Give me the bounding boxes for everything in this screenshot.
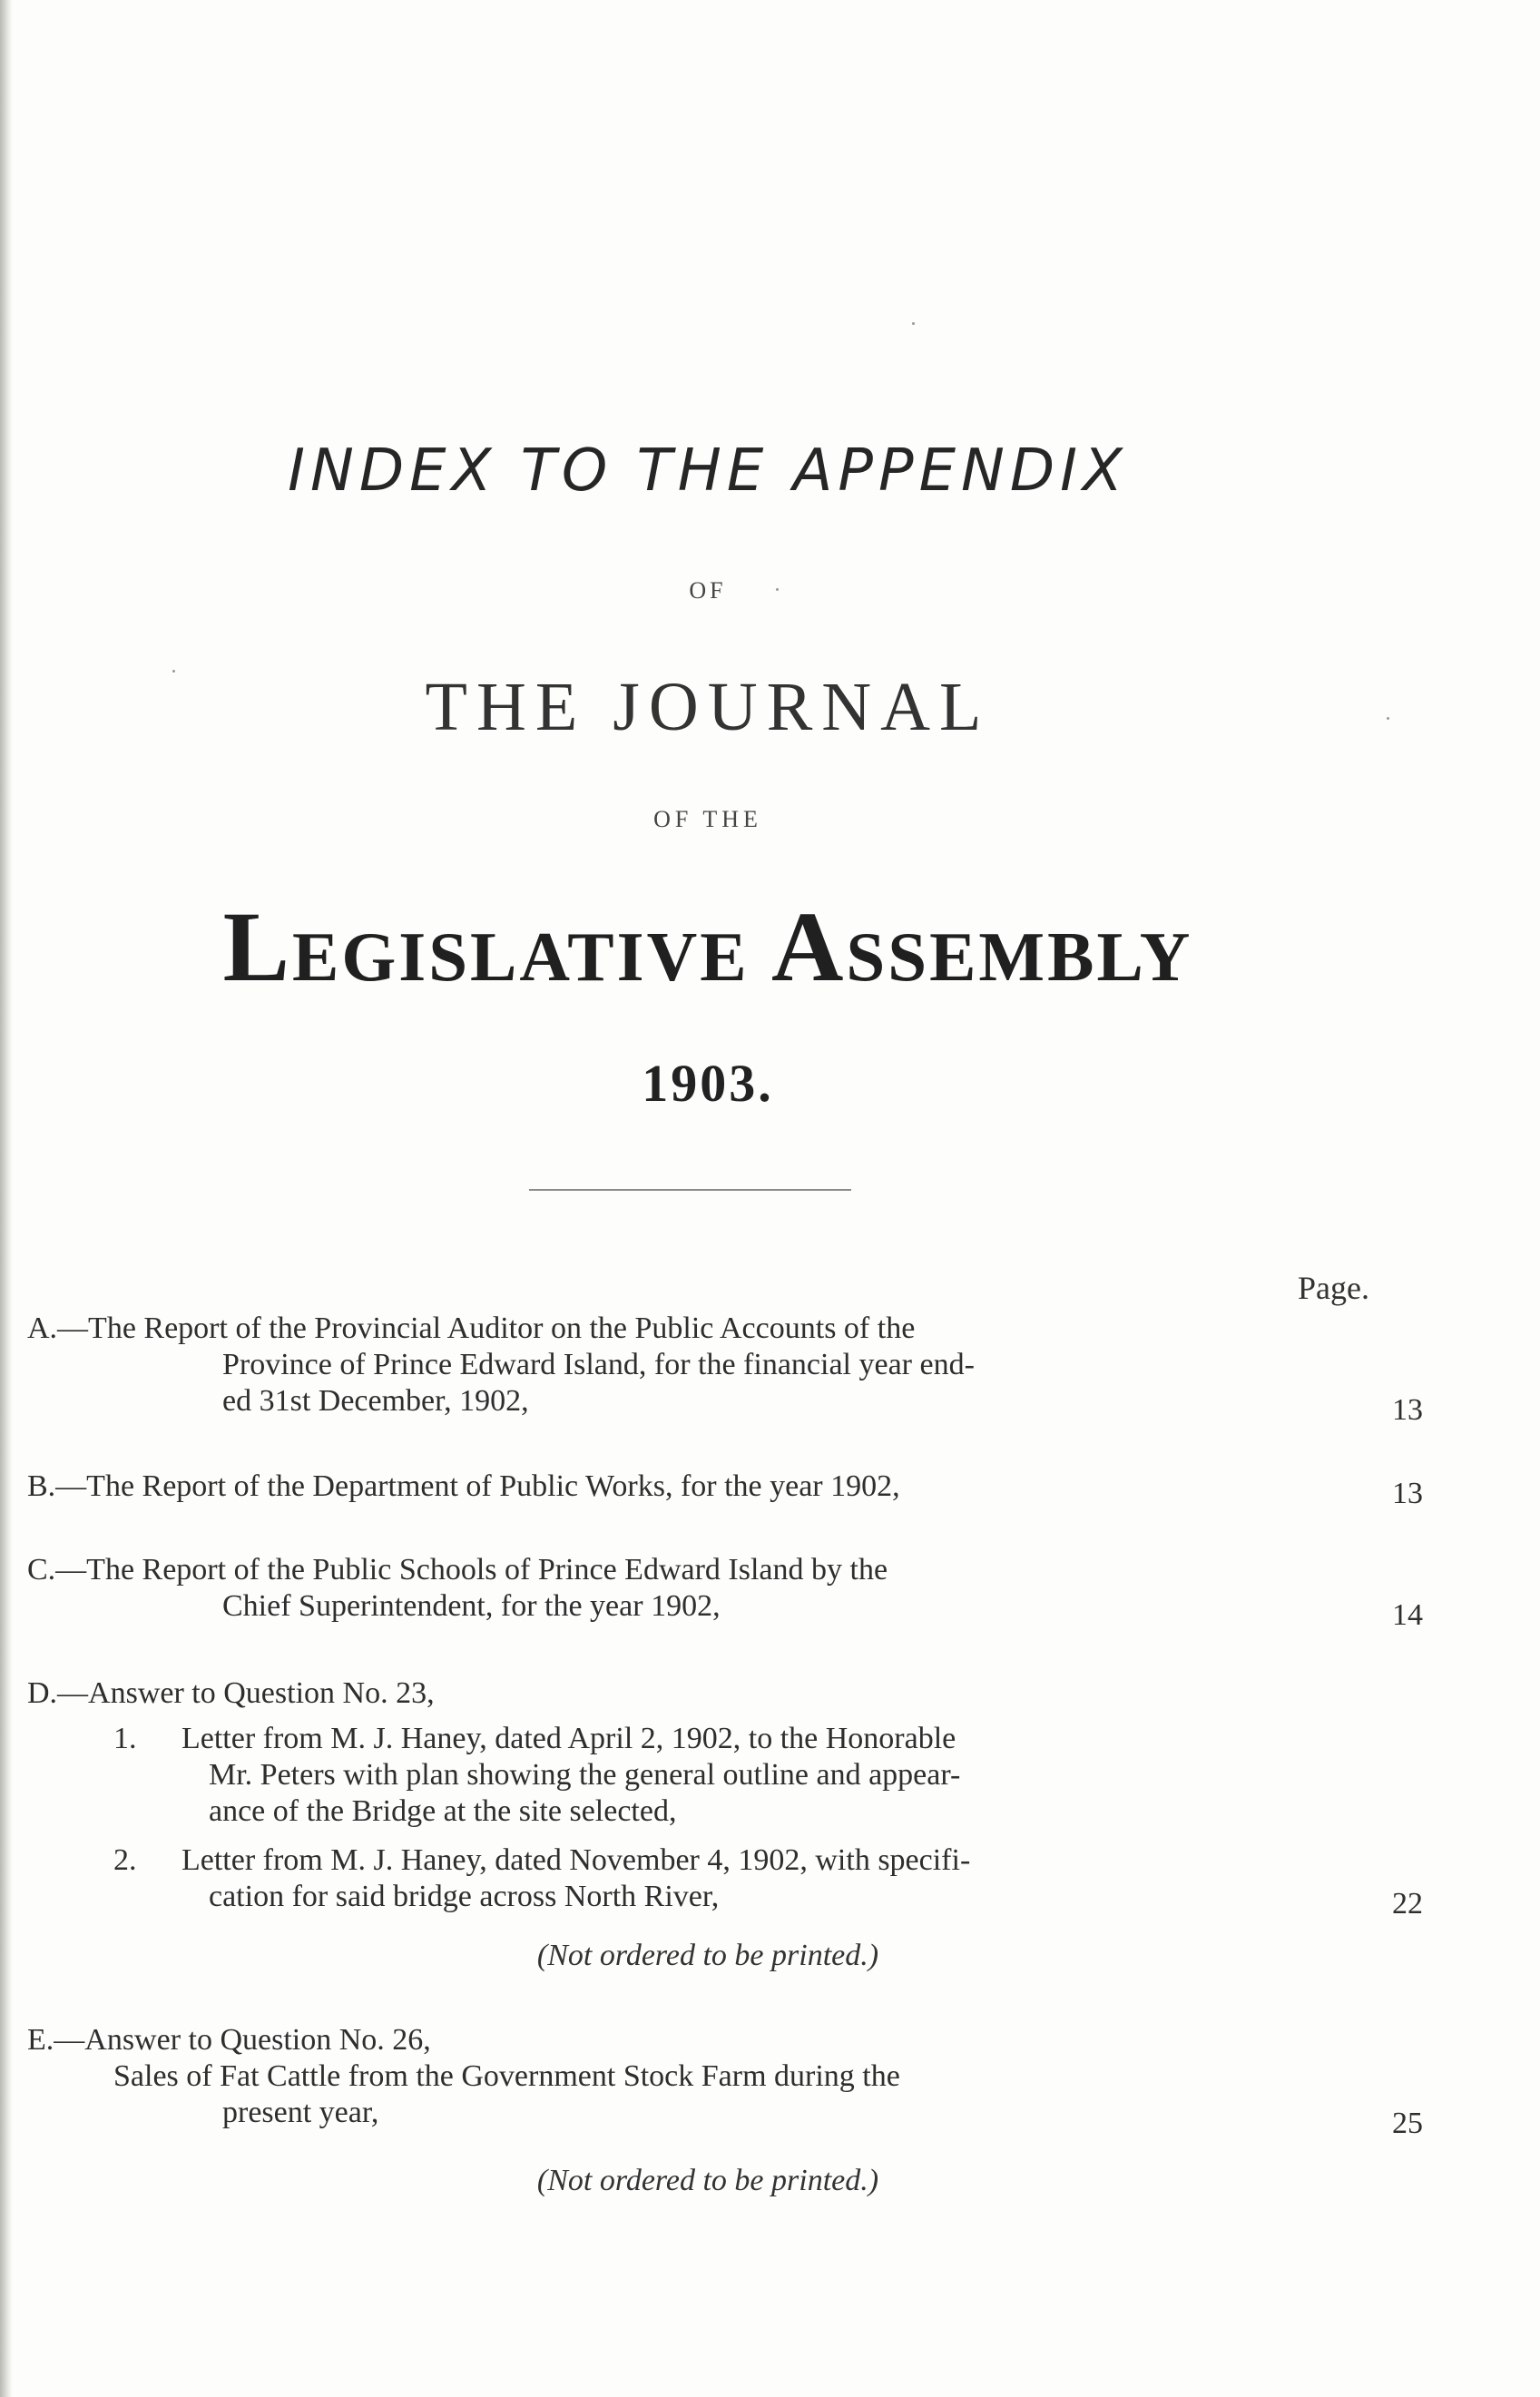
item-number: 2. xyxy=(113,1843,137,1877)
page-column-header: Page. xyxy=(1298,1270,1369,1306)
print-speck xyxy=(776,588,779,591)
entry-d-item-line: Letter from M. J. Haney, dated November 4, 1902, with specifi- xyxy=(181,1843,971,1877)
entry-d-item-line: cation for said bridge across North River, xyxy=(209,1880,720,1913)
print-speck xyxy=(1387,717,1389,720)
entry-d-page: 22 xyxy=(1392,1887,1423,1921)
entry-a-line: A.—The Report of the Provincial Auditor on the Public Accounts of the xyxy=(27,1311,916,1345)
entry-c-page: 14 xyxy=(1392,1598,1423,1632)
entry-d-note: (Not ordered to be printed.) xyxy=(536,1939,879,1972)
entry-d-item-line: Mr. Peters with plan showing the general outline and appear- xyxy=(209,1758,961,1792)
index-title: INDEX TO THE APPENDIX xyxy=(288,437,1128,505)
entry-d-heading-text: D.—Answer to Question No. 23, xyxy=(27,1676,435,1710)
title-of: OF xyxy=(689,577,727,604)
entry-c xyxy=(27,1552,1423,1632)
title-divider xyxy=(529,1189,851,1191)
entry-a-line: ed 31st December, 1902, xyxy=(222,1384,529,1418)
journal-title: THE JOURNAL xyxy=(425,669,991,745)
entry-c-line: C.—The Report of the Public Schools of Prince Edward Island by the xyxy=(27,1553,888,1587)
entry-a xyxy=(27,1311,1423,1427)
title-of-the: OF THE xyxy=(653,806,762,832)
print-speck xyxy=(912,322,915,325)
entry-e-heading: E.—Answer to Question No. 26, xyxy=(27,2023,431,2057)
print-speck xyxy=(172,670,175,673)
year-title: 1903. xyxy=(642,1054,774,1113)
entry-b-line: B.—The Report of the Department of Public Works, for the year 1902, xyxy=(27,1469,900,1503)
entry-d-item-line: ance of the Bridge at the site selected, xyxy=(209,1794,677,1828)
entry-b xyxy=(27,1469,1423,1510)
page-edge-shadow xyxy=(0,0,13,2397)
entry-d-item-line: Letter from M. J. Haney, dated April 2, 1902, to the Honorable xyxy=(181,1722,956,1755)
entry-d-heading xyxy=(27,1675,1416,1712)
entry-e-page: 25 xyxy=(1392,2107,1423,2140)
entry-a-line: Province of Prince Edward Island, for the financial year end- xyxy=(222,1348,975,1381)
item-number: 1. xyxy=(113,1722,137,1755)
entry-e xyxy=(27,2022,1423,2140)
entry-c-line: Chief Superintendent, for the year 1902, xyxy=(222,1589,721,1623)
assembly-title: Legislative Assembly xyxy=(222,891,1193,1002)
entry-e-note: (Not ordered to be printed.) xyxy=(536,2164,879,2197)
entry-a-page: 13 xyxy=(1392,1393,1423,1427)
entry-b-page: 13 xyxy=(1392,1477,1423,1510)
entry-e-line: present year, xyxy=(222,2096,379,2129)
entry-e-line: Sales of Fat Cattle from the Government Stock Farm during the xyxy=(113,2059,900,2093)
